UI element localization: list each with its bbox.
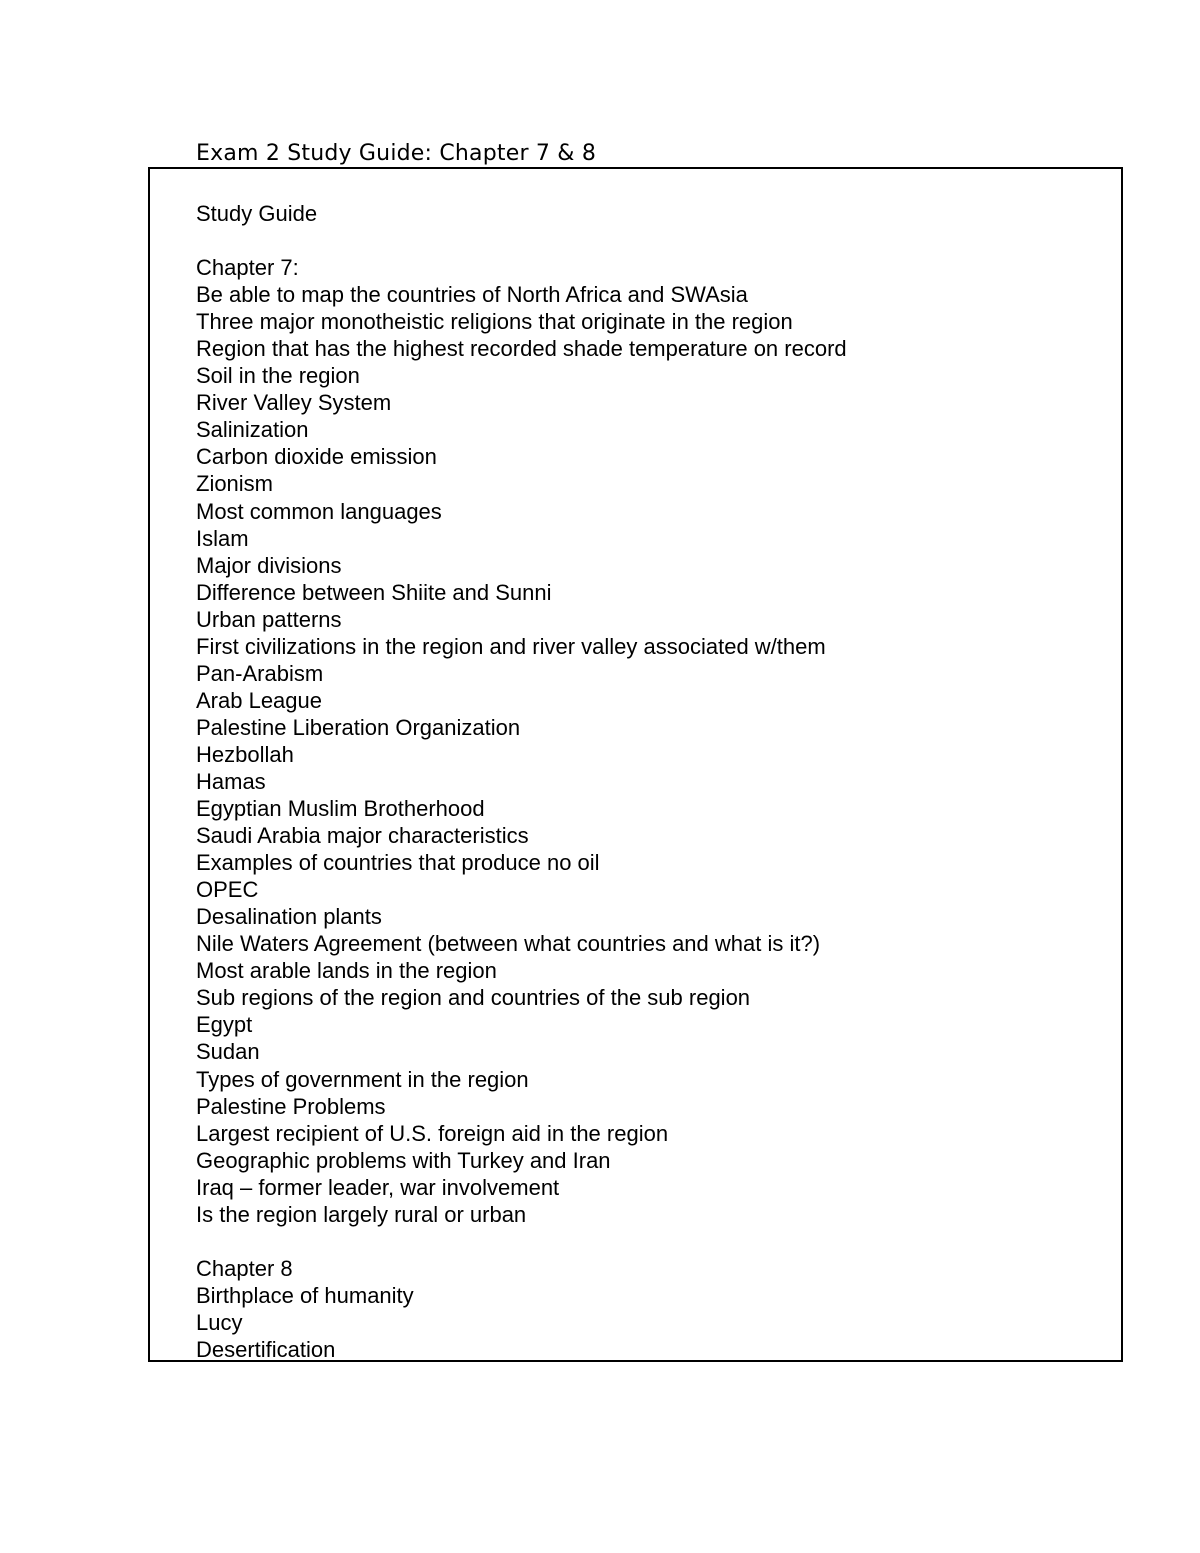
topic-item: Carbon dioxide emission [196,444,437,470]
page-title: Exam 2 Study Guide: Chapter 7 & 8 [196,141,597,166]
topic-item: Sub regions of the region and countries of the sub region [196,985,751,1011]
topic-item: First civilizations in the region and river valley associated w/them [196,633,826,659]
topic-item: Types of government in the region [196,1066,529,1092]
chapter-8-label: Chapter 8 [196,1255,293,1281]
topic-item: Saudi Arabia major characteristics [196,823,529,849]
spacer [196,227,1101,254]
study-guide-box [148,167,1123,1362]
study-guide-heading: Study Guide [196,201,318,226]
topic-item: Arab League [196,687,322,713]
topic-item: Geographic problems with Turkey and Iran [196,1147,611,1173]
topic-item: River Valley System [196,390,392,416]
topic-item: Desalination plants [196,904,382,930]
topic-item: Palestine Problems [196,1093,386,1119]
topic-item: Iraq – former leader, war involvement [196,1174,560,1200]
topic-item: Difference between Shiite and Sunni [196,579,552,605]
topic-item: Soil in the region [196,363,360,389]
topic-item: Be able to map the countries of North Africa and SWAsia [196,282,748,308]
topic-item: Islam [196,525,249,551]
topic-item: Region that has the highest recorded shade temperature on record [196,336,847,362]
topic-item: Three major monotheistic religions that originate in the region [196,309,793,335]
chapter-7-topic-list [196,281,1101,1228]
topic-item: Examples of countries that produce no oil [196,850,600,876]
spacer [196,1228,1101,1255]
topic-item: Egypt [196,1012,253,1038]
topic-item: Largest recipient of U.S. foreign aid in the region [196,1120,669,1146]
chapter-7-label: Chapter 7: [196,255,299,281]
topic-item: Birthplace of humanity [196,1282,414,1308]
topic-item: Lucy [196,1309,243,1335]
topic-item: OPEC [196,877,259,903]
topic-item: Is the region largely rural or urban [196,1201,527,1227]
topic-item: Urban patterns [196,606,342,632]
topic-item: Hezbollah [196,741,294,767]
topic-item: Most arable lands in the region [196,958,497,984]
topic-item: Major divisions [196,552,342,578]
topic-item: Most common languages [196,498,442,524]
topic-item: Salinization [196,417,309,443]
topic-item: Desertification [196,1336,336,1362]
topic-item: Hamas [196,768,266,794]
topic-item: Nile Waters Agreement (between what countries and what is it?) [196,931,821,957]
topic-item: Sudan [196,1039,260,1065]
topic-item: Pan-Arabism [196,660,324,686]
study-guide-content [196,200,1101,1363]
topic-item: Egyptian Muslim Brotherhood [196,796,485,822]
topic-item: Palestine Liberation Organization [196,714,521,740]
chapter-8-topic-list [196,1282,1101,1363]
topic-item: Zionism [196,471,274,497]
